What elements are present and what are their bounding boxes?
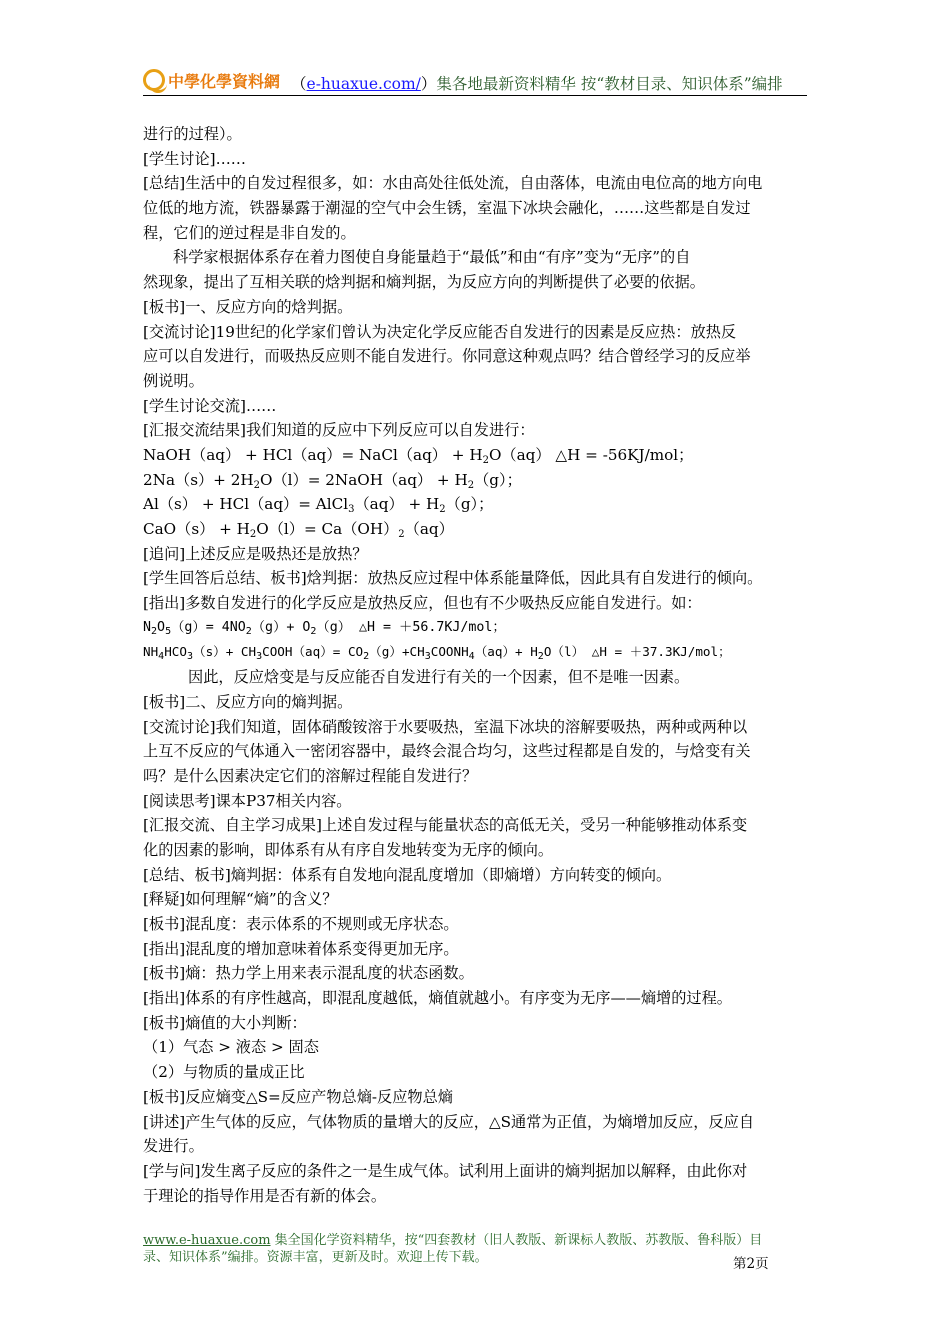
text-line: 程，它们的逆过程是非自发的。	[143, 223, 356, 242]
equation-4: $CaO(s) + H_2O(l)= Ca(OH)_2(aq)$	[143, 520, 454, 540]
text-line: [指出]体系的有序性越高，即混乱度越低，熵值就越小。有序变为无序——熵增的过程。	[143, 989, 732, 1008]
text-line: [指出]多数自发进行的化学反应是放热反应，但也有不少吸热反应能自发进行。如：	[143, 594, 702, 613]
footer-text: 集全国化学资料精华，按“四套教材（旧人教版、新课标人教版、苏教版、鲁科版）目	[270, 1233, 763, 1248]
equation-6: $NH_4HCO_3(s)+$ $CH_3COOH(aq)=$ $CO_2(g)+CH_3COONH_4(aq)+ H_2O(l)$ △H = ＋37.3KJ/mol；	[143, 644, 731, 663]
text-line: 科学家根据体系存在着力图使自身能量趋于“最低”和由“有序”变为“无序”的自	[173, 248, 691, 267]
equation-1: NaOH（aq） + HCl（aq）= NaCl（aq） + $H_2O(aq)$ △H = -56KJ/mol；	[143, 445, 694, 466]
text-line: 然现象，提出了互相关联的焓判据和熵判据，为反应方向的判断提供了必要的依据。	[143, 273, 705, 292]
page-number: 第2页	[733, 1256, 769, 1272]
text-line: [汇报交流、自主学习成果]上述自发过程与能量状态的高低无关，受另一种能够推动体系变	[143, 816, 748, 835]
text-line: [学与问]发生离子反应的条件之一是生成气体。试利用上面讲的熵判据加以解释，由此你对	[143, 1161, 748, 1180]
text-line: [板书]混乱度：表示体系的不规则或无序状态。	[143, 915, 459, 933]
text-line: [追问]上述反应是吸热还是放热？	[143, 544, 368, 563]
equation-2: $2Na(s)+ 2H_2O(l)=$ 2NaOH（aq） + $H_2(g)$；	[143, 470, 522, 491]
equation-5: $N_2O_5(g)= 4NO_2(g)+ O_2(g)$ △H = ＋56.7KJ/mol；	[143, 619, 506, 637]
logo-icon	[143, 69, 165, 91]
text-line: [汇报交流结果]我们知道的反应中下列反应可以自发进行：	[143, 421, 535, 440]
text-line: [释疑]如何理解“熵”的含义？	[143, 890, 338, 909]
paren-close: ）	[420, 75, 437, 93]
text-line: 上互不反应的气体通入一密闭容器中，最终会混合均匀，这些过程都是自发的，与焓变有关	[143, 742, 751, 761]
header-slogan: 集各地最新资料精华 按“教材目录、知识体系”编排	[436, 75, 783, 93]
text-line: [交流讨论]我们知道，固体硝酸铵溶于水要吸热，室温下冰块的溶解要吸热，两种或两种以	[143, 717, 748, 736]
text-line: [讲述]产生气体的反应，气体物质的量增大的反应，△S通常为正值，为熵增加反应，反应自	[143, 1112, 755, 1131]
text-line: [板书]熵：热力学上用来表示混乱度的状态函数。	[143, 964, 474, 983]
equation-3: Al（s） + HCl（aq）= AlCl$_3$（aq） + $H_2(g)$；	[143, 495, 494, 516]
page-header	[143, 64, 807, 96]
page-footer	[143, 1232, 813, 1266]
text-line: 进行的过程）。	[143, 125, 242, 143]
text-line: [学生回答后总结、板书]焓判据：放热反应过程中体系能量降低，因此具有自发进行的倾向。	[143, 569, 763, 588]
header-tagline	[291, 72, 783, 94]
paren-open: （	[291, 75, 307, 93]
text-line: 例说明。	[143, 371, 204, 390]
text-line: 因此，反应焓变是与反应能否自发进行有关的一个因素，但不是唯一因素。	[188, 668, 690, 687]
text-line: [交流讨论]19世纪的化学家们曾认为决定化学反应能否自发进行的因素是反应热：放热反	[143, 322, 737, 341]
footer-text-2: 录、知识体系”编排。资源丰富，更新及时。欢迎上传下载。	[143, 1250, 488, 1265]
text-line: 吗？是什么因素决定它们的溶解过程能自发进行？	[143, 766, 478, 785]
text-line: 位低的地方流，铁器暴露于潮湿的空气中会生锈，室温下冰块会融化，……这些都是自发过	[143, 199, 751, 218]
logo-text: 中學化學資料網	[168, 71, 281, 91]
text-line: [板书]反应熵变△S=反应产物总熵-反应物总熵	[143, 1087, 453, 1106]
text-line: [学生讨论交流]……	[143, 396, 277, 415]
document-body	[143, 122, 813, 1208]
text-line: [阅读思考]课本P37相关内容。	[143, 791, 352, 810]
text-line: [总结、板书]熵判据：体系有自发地向混乱度增加（即熵增）方向转变的倾向。	[143, 865, 672, 884]
header-site-link[interactable]: e-huaxue.com/	[306, 75, 421, 93]
text-line: （1）气态 > 液态 > 固态	[143, 1038, 319, 1057]
footer-site-link[interactable]: www.e-huaxue.com	[143, 1233, 271, 1248]
header-divider	[143, 95, 807, 96]
text-line: 应可以自发进行，而吸热反应则不能自发进行。你同意这种观点吗？结合曾经学习的反应举	[143, 347, 751, 366]
text-line: [板书]一、反应方向的焓判据。	[143, 297, 353, 316]
text-line: [板书]二、反应方向的熵判据。	[143, 692, 353, 711]
text-line: [指出]混乱度的增加意味着体系变得更加无序。	[143, 939, 459, 958]
text-line: 于理论的指导作用是否有新的体会。	[143, 1186, 386, 1205]
text-line: [总结]生活中的自发过程很多，如：水由高处往低处流，自由落体，电流由电位高的地方向电	[143, 174, 763, 193]
text-line: 发进行。	[143, 1137, 204, 1156]
text-line: [板书]熵值的大小判断：	[143, 1013, 307, 1032]
text-line: 化的因素的影响，即体系有从有序自发地转变为无序的倾向。	[143, 840, 554, 859]
site-logo[interactable]	[143, 66, 280, 94]
text-line: （2）与物质的量成正比	[143, 1063, 305, 1082]
text-line: [学生讨论]……	[143, 149, 246, 168]
